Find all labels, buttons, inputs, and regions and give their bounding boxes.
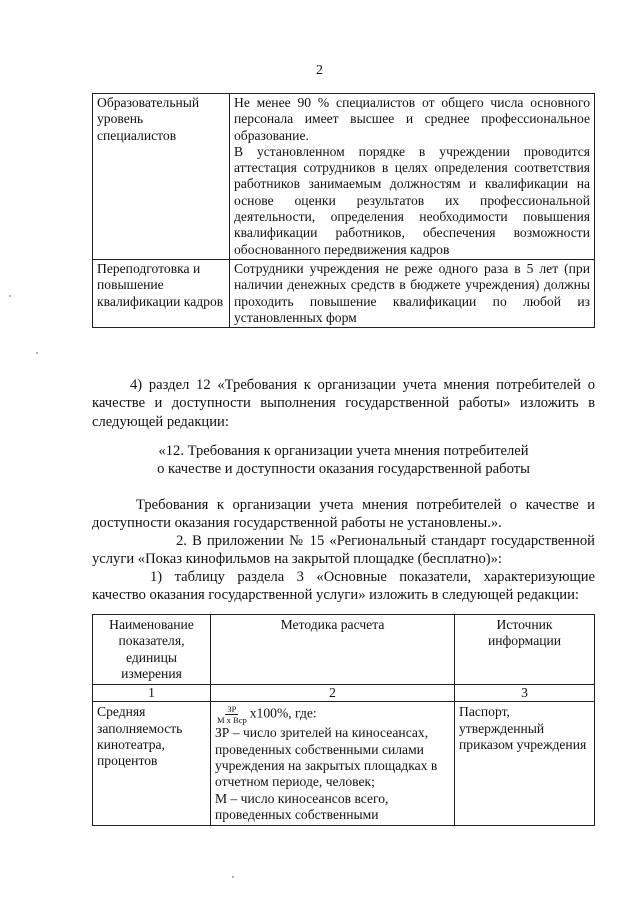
table-paragraph: Сотрудники учреждения не реже одного раза в 5 лет (при наличии денежных средств в бюджете учреждения) должны проходить повышение квалификации по любой из установленных форм bbox=[234, 260, 590, 325]
table-paragraph: В установленном порядке в учреждении проводится аттестация сотрудников в целях определения соответствия работников занимаемым должностям и квалификации на основе оценки результатов их профессиональной деятельности, определения необходимости повышения квалификации работников, обеспечения возможности обоснованного передвижения кадров bbox=[234, 143, 590, 257]
section-12-title bbox=[92, 442, 595, 479]
column-header-method: Методика расчета bbox=[211, 615, 455, 685]
table-cell-text bbox=[230, 259, 595, 327]
page-number: 2 bbox=[316, 63, 323, 78]
method-line: М – число киносеансов всего, проведенных собственными bbox=[215, 790, 389, 822]
paragraph-table-section-3: 1) таблицу раздела 3 «Основные показатели, характеризующие качество оказания государственной услуги» изложить в следующей редакции: bbox=[92, 569, 595, 604]
paragraph-appendix-15: 2. В приложении № 15 «Региональный стандарт государственной услуги «Показ кинофильмов на закрытой площадке (бесплатно)»: bbox=[92, 533, 595, 568]
formula-fraction bbox=[215, 704, 249, 725]
formula-suffix: х100%, где: bbox=[249, 706, 317, 722]
column-number: 3 bbox=[455, 685, 595, 702]
formula-line bbox=[215, 704, 450, 725]
table-cell-text bbox=[230, 94, 595, 260]
requirements-paragraph: Требования к организации учета мнения потребителей о качестве и доступности оказания государственной работы не установлены.». bbox=[92, 497, 595, 532]
paragraph-item-4: 4) раздел 12 «Требования к организации учета мнения потребителей о качестве и доступности выполнения государственной работы» изложить в следующей редакции: bbox=[92, 377, 595, 430]
calculation-method bbox=[211, 702, 455, 826]
method-line: ЗР – число зрителей на киносеансах, проведенных собственными силами учреждения на закрытых площадках в отчетном периоде, человек; bbox=[215, 725, 438, 790]
formula-denominator: М х Вср bbox=[217, 715, 247, 726]
staff-requirements-table bbox=[92, 93, 595, 328]
column-header-source: Источник информации bbox=[455, 615, 595, 685]
table-row bbox=[93, 259, 595, 327]
table-cell-label: Образовательный уровень специалистов bbox=[93, 94, 230, 260]
table-row bbox=[93, 702, 595, 826]
column-number-row bbox=[93, 685, 595, 702]
column-header-name: Наименование показателя, единицы измерения bbox=[93, 615, 211, 685]
scan-artifact bbox=[232, 876, 234, 878]
scan-artifact bbox=[36, 352, 38, 354]
table-row bbox=[93, 94, 595, 260]
scan-artifact bbox=[9, 295, 11, 297]
quality-indicators-table bbox=[92, 614, 595, 826]
column-number: 1 bbox=[93, 685, 211, 702]
information-source: Паспорт, утвержденный приказом учреждения bbox=[455, 702, 595, 826]
table-header-row bbox=[93, 615, 595, 685]
table-paragraph: Не менее 90 % специалистов от общего числа основного персонала имеет высшее и среднее профессиональное образование. bbox=[234, 95, 590, 143]
column-number: 2 bbox=[211, 685, 455, 702]
table-cell-label: Переподготовка и повышение квалификации кадров bbox=[93, 259, 230, 327]
indicator-name: Средняя заполняемость кинотеатра, процентов bbox=[93, 702, 211, 826]
formula-numerator: ЗР bbox=[227, 704, 237, 715]
section-title-line: о качестве и доступности оказания государственной работы bbox=[157, 461, 530, 478]
section-title-line: «12. Требования к организации учета мнения потребителей bbox=[158, 443, 529, 459]
